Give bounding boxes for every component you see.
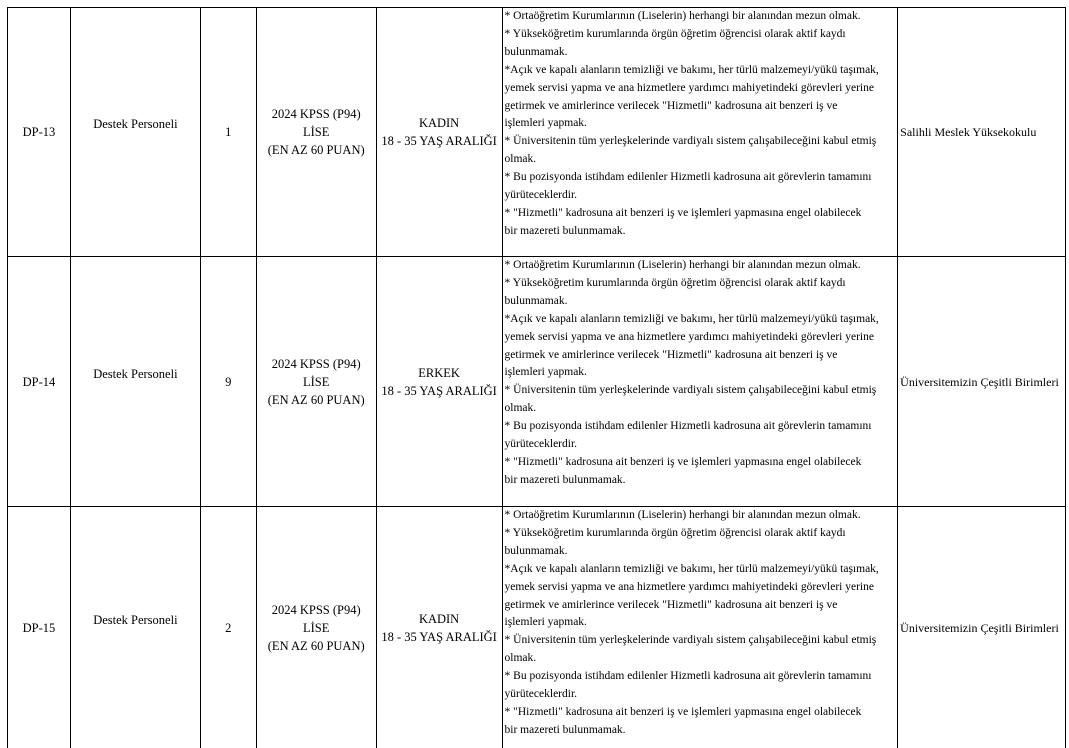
requirement-line: *Açık ve kapalı alanların temizliği ve bakımı, her türlü malzemeyi/yükü taşımak,: [504, 63, 879, 76]
table-row: [8, 257, 1066, 507]
requirement-line: *Açık ve kapalı alanların temizliği ve bakımı, her türlü malzemeyi/yükü taşımak,: [504, 562, 879, 575]
requirement-line: getirmek ve amirlerince verilecek "Hizmetli" kadrosuna ait benzeri iş ve: [504, 598, 838, 611]
requirement-line: işlemleri yapmak.: [504, 117, 587, 130]
requirement-line: işlemleri yapmak.: [504, 366, 587, 379]
assigned-unit: [898, 257, 1066, 507]
requirement-line: bulunmamak.: [504, 294, 568, 307]
requirement-line: bir mazereti bulunmamak.: [504, 224, 626, 237]
position-table: [7, 7, 1066, 748]
gender-age: [377, 8, 503, 257]
requirement-line: yürüteceklerdir.: [504, 688, 578, 701]
requirements: [503, 257, 899, 507]
requirement-line: * Bu pozisyonda istihdam edilenler Hizmetli kadrosuna ait görevlerin tamamını: [504, 171, 872, 184]
requirement-line: yemek servisi yapma ve ana hizmetlere yardımcı mahiyetindeki görevleri yerine: [504, 81, 874, 94]
assigned-unit-text: Üniversitemizin Çeşitli Birimleri: [900, 374, 1059, 389]
exam-requirement: [257, 507, 377, 748]
gender-age: [377, 257, 503, 507]
position-title: [71, 8, 201, 257]
requirement-line: bir mazereti bulunmamak.: [504, 723, 626, 736]
requirement-line: olmak.: [504, 402, 537, 415]
exam-min-score: (EN AZ 60 PUAN): [267, 392, 365, 407]
assigned-unit: [898, 507, 1066, 748]
requirement-line: * Bu pozisyonda istihdam edilenler Hizmetli kadrosuna ait görevlerin tamamını: [504, 420, 872, 433]
exam-requirement: [257, 257, 377, 507]
requirement-line: * Yükseköğretim kurumlarında örgün öğretim öğrencisi olarak aktif kaydı: [504, 526, 846, 539]
assigned-unit: [898, 8, 1066, 257]
requirement-line: yemek servisi yapma ve ana hizmetlere yardımcı mahiyetindeki görevleri yerine: [504, 580, 874, 593]
requirement-line: bulunmamak.: [504, 45, 568, 58]
position-code: [8, 507, 71, 748]
exam-level: LİSE: [303, 620, 330, 635]
position-count-text: 1: [225, 125, 232, 139]
requirements: [503, 8, 899, 257]
requirement-line: *Açık ve kapalı alanların temizliği ve bakımı, her türlü malzemeyi/yükü taşımak,: [504, 312, 879, 325]
requirement-line: * Üniversitenin tüm yerleşkelerinde vardiyalı sistem çalışabileceğini kabul etmiş: [504, 634, 877, 647]
position-count-text: 9: [225, 374, 232, 389]
requirement-line: * Yükseköğretim kurumlarında örgün öğretim öğrencisi olarak aktif kaydı: [504, 276, 846, 289]
position-title-text: Destek Personeli: [93, 366, 178, 381]
exam-min-score: (EN AZ 60 PUAN): [267, 143, 365, 157]
position-code: [8, 257, 71, 507]
position-title-text: Destek Personeli: [93, 117, 178, 131]
position-count: [201, 8, 257, 257]
gender: ERKEK: [418, 365, 460, 380]
gender: KADIN: [418, 611, 460, 626]
position-code: [8, 8, 71, 257]
requirements: [503, 507, 899, 748]
requirement-line: * Üniversitenin tüm yerleşkelerinde vardiyalı sistem çalışabileceğini kabul etmiş: [504, 135, 877, 148]
position-code-text: DP-15: [22, 620, 56, 635]
position-count: [201, 257, 257, 507]
age-range: 18 - 35 YAŞ ARALIĞI: [381, 134, 497, 148]
exam-level: LİSE: [303, 125, 330, 139]
assigned-unit-text: Üniversitemizin Çeşitli Birimleri: [900, 620, 1059, 635]
requirement-line: getirmek ve amirlerince verilecek "Hizmetli" kadrosuna ait benzeri iş ve: [504, 99, 838, 112]
requirement-line: * Üniversitenin tüm yerleşkelerinde vardiyalı sistem çalışabileceğini kabul etmiş: [504, 384, 877, 397]
position-code-text: DP-14: [22, 374, 56, 389]
requirement-line: olmak.: [504, 652, 537, 665]
requirement-line: * "Hizmetli" kadrosuna ait benzeri iş ve işlemleri yapmasına engel olabilecek: [504, 206, 862, 219]
requirement-line: olmak.: [504, 153, 537, 166]
requirement-line: yürüteceklerdir.: [504, 438, 578, 451]
exam-name: 2024 KPSS (P94): [271, 356, 361, 371]
requirement-line: bulunmamak.: [504, 544, 568, 557]
table-row: [8, 8, 1066, 257]
position-count: [201, 507, 257, 748]
exam-level: LİSE: [303, 374, 330, 389]
gender: KADIN: [418, 116, 460, 130]
requirement-line: getirmek ve amirlerince verilecek "Hizmetli" kadrosuna ait benzeri iş ve: [504, 348, 838, 361]
exam-name: 2024 KPSS (P94): [271, 602, 361, 617]
requirement-line: * Bu pozisyonda istihdam edilenler Hizmetli kadrosuna ait görevlerin tamamını: [504, 670, 872, 683]
requirement-line: bir mazereti bulunmamak.: [504, 473, 626, 486]
requirement-line: işlemleri yapmak.: [504, 616, 587, 629]
position-title-text: Destek Personeli: [93, 612, 178, 627]
exam-requirement: [257, 8, 377, 257]
assigned-unit-text: Salihli Meslek Yüksekokulu: [900, 125, 1037, 139]
gender-age: [377, 507, 503, 748]
position-count-text: 2: [225, 620, 232, 635]
requirement-line: yemek servisi yapma ve ana hizmetlere yardımcı mahiyetindeki görevleri yerine: [504, 330, 874, 343]
requirement-line: * "Hizmetli" kadrosuna ait benzeri iş ve işlemleri yapmasına engel olabilecek: [504, 455, 862, 468]
requirement-line: * Ortaöğretim Kurumlarının (Liselerin) herhangi bir alanından mezun olmak.: [504, 10, 861, 22]
requirement-line: * Ortaöğretim Kurumlarının (Liselerin) herhangi bir alanından mezun olmak.: [504, 259, 861, 271]
exam-name: 2024 KPSS (P94): [271, 107, 361, 121]
requirement-line: * Ortaöğretim Kurumlarının (Liselerin) herhangi bir alanından mezun olmak.: [504, 509, 861, 521]
requirement-line: * Yükseköğretim kurumlarında örgün öğretim öğrencisi olarak aktif kaydı: [504, 27, 846, 40]
table-row: [8, 507, 1066, 748]
age-range: 18 - 35 YAŞ ARALIĞI: [381, 629, 497, 644]
requirement-line: * "Hizmetli" kadrosuna ait benzeri iş ve işlemleri yapmasına engel olabilecek: [504, 705, 862, 718]
position-title: [71, 257, 201, 507]
exam-min-score: (EN AZ 60 PUAN): [267, 638, 365, 653]
requirement-line: yürüteceklerdir.: [504, 189, 578, 202]
position-title: [71, 507, 201, 748]
position-code-text: DP-13: [22, 125, 56, 139]
age-range: 18 - 35 YAŞ ARALIĞI: [381, 383, 497, 398]
